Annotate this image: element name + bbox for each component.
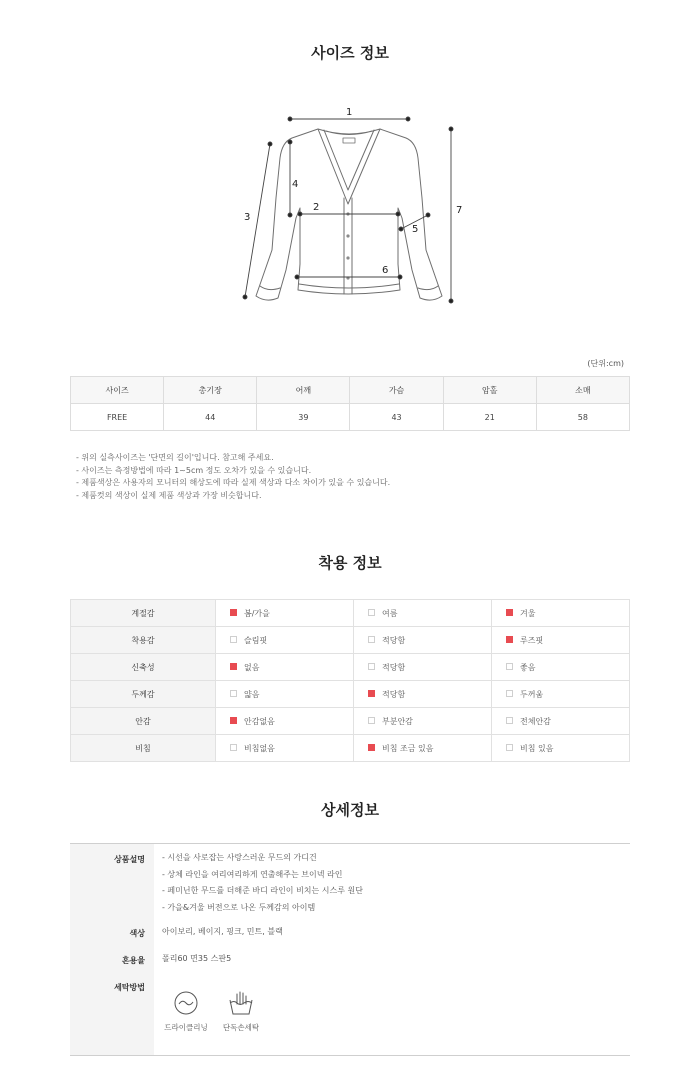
wash-item-dry-clean (156, 990, 216, 1033)
fit-table (70, 599, 630, 762)
fit-option (216, 735, 354, 762)
back-collar (318, 129, 380, 135)
fit-option-label: 비침 있음 (520, 743, 554, 753)
fit-option (492, 681, 630, 708)
v-neck-placket (318, 129, 380, 204)
fit-row-label: 신축성 (71, 654, 216, 681)
description-line: - 페미닌한 무드를 더해준 바디 라인이 비치는 시스루 원단 (162, 886, 363, 895)
checkbox-icon (368, 609, 375, 616)
size-cell: 58 (536, 404, 629, 431)
fit-option-label: 비침없음 (244, 743, 275, 753)
neck-label (343, 138, 355, 143)
size-cell: 44 (164, 404, 257, 431)
color-label: 색상 (129, 929, 145, 938)
size-cell: 21 (443, 404, 536, 431)
fit-row-label: 두께감 (71, 681, 216, 708)
fit-row-season (71, 600, 630, 627)
fit-option (216, 681, 354, 708)
fit-option-label: 적당함 (382, 662, 406, 672)
wash-item-label: 단독손세탁 (222, 1023, 260, 1032)
checkbox-icon (230, 690, 237, 697)
detail-header-column (70, 844, 154, 1055)
checkbox-icon (230, 744, 237, 751)
checkbox-icon (506, 636, 513, 643)
fit-row-stretch (71, 654, 630, 681)
material-value: 폴리60 면35 스판5 (162, 954, 232, 963)
fit-option (354, 681, 492, 708)
size-header-cell: 소매 (536, 377, 629, 404)
description-label: 상품설명 (114, 855, 145, 864)
size-cell: 43 (350, 404, 443, 431)
fit-option (492, 654, 630, 681)
material-label: 혼용율 (121, 956, 145, 965)
size-header-cell: 어깨 (257, 377, 350, 404)
fit-option-label: 안감없음 (244, 716, 275, 726)
measure-label-7: 7 (456, 205, 463, 216)
checkbox-icon (230, 636, 237, 643)
checkbox-icon (506, 663, 513, 670)
size-cell: 39 (257, 404, 350, 431)
detail-table (70, 843, 630, 1056)
front-placket (344, 198, 352, 294)
size-cell: FREE (71, 404, 164, 431)
wash-item-label: 드라이클리닝 (164, 1023, 208, 1032)
size-header-cell: 암홀 (443, 377, 536, 404)
size-header-cell: 사이즈 (71, 377, 164, 404)
fit-option (492, 735, 630, 762)
fit-option-label: 적당함 (382, 689, 406, 699)
size-table-row (71, 404, 630, 431)
dry-cleaning-icon (173, 990, 199, 1016)
fit-option-label: 좋음 (520, 662, 536, 672)
fit-option-label: 적당함 (382, 635, 406, 645)
fit-row-thickness (71, 681, 630, 708)
measure-7-length (449, 127, 453, 303)
fit-option-label: 봄/가을 (244, 608, 270, 618)
size-header-cell: 총기장 (164, 377, 257, 404)
description-lines (162, 850, 363, 916)
hem-rib (299, 284, 399, 288)
fit-row-label: 비침 (71, 735, 216, 762)
measure-label-4: 4 (292, 179, 299, 190)
size-note: - 사이즈는 측정방법에 따라 1~5cm 정도 오차가 있을 수 있습니다. (76, 465, 312, 475)
checkbox-icon (506, 690, 513, 697)
fit-option-label: 전체안감 (520, 716, 551, 726)
fit-option (354, 654, 492, 681)
measure-label-1: 1 (346, 107, 353, 118)
fit-option-label: 루즈핏 (520, 635, 544, 645)
size-table-header-row (71, 377, 630, 404)
checkbox-icon (506, 744, 513, 751)
unit-note: (단위:cm) (587, 359, 624, 368)
description-line: - 시선을 사로잡는 사랑스러운 무드의 가디건 (162, 853, 317, 862)
fit-option (492, 708, 630, 735)
size-note: - 제품컷의 색상이 실제 제품 색상과 가장 비슷합니다. (76, 490, 262, 500)
fit-option (216, 654, 354, 681)
wash-item-hand-wash (211, 990, 271, 1033)
fit-option (492, 600, 630, 627)
fit-row-fit (71, 627, 630, 654)
checkbox-icon (230, 663, 237, 670)
description-line: - 가을&겨울 버전으로 나온 두께감의 아이템 (162, 902, 316, 912)
size-header-cell: 가슴 (350, 377, 443, 404)
size-note: - 제품색상은 사용자의 모니터의 해상도에 따라 실제 색상과 다소 차이가 있을 수 있습니다. (76, 478, 391, 487)
fit-row-lining (71, 708, 630, 735)
fit-option-label: 두꺼움 (520, 689, 544, 699)
fit-option-label: 겨울 (520, 608, 536, 618)
checkbox-icon (230, 609, 237, 616)
fit-option-label: 부분안감 (382, 716, 413, 726)
fit-row-label: 안감 (71, 708, 216, 735)
fit-row-sheerness (71, 735, 630, 762)
fit-option (216, 627, 354, 654)
size-table (70, 376, 630, 431)
checkbox-icon (368, 663, 375, 670)
fit-option (354, 708, 492, 735)
fit-row-label: 계절감 (71, 600, 216, 627)
description-line: - 상체 라인을 여리여리하게 연출해주는 브이넥 라인 (162, 869, 343, 879)
measure-label-3: 3 (244, 212, 251, 223)
fit-info-title: 착용 정보 (318, 554, 382, 572)
fit-row-label: 착용감 (71, 627, 216, 654)
fit-option (492, 627, 630, 654)
detail-info-title: 상세정보 (321, 801, 379, 819)
measure-label-5: 5 (412, 224, 419, 235)
fit-option-label: 비침 조금 있음 (382, 743, 434, 753)
fit-option (354, 735, 492, 762)
color-value: 아이보리, 베이지, 핑크, 민트, 블랙 (162, 927, 283, 936)
fit-option-label: 여름 (382, 608, 398, 618)
checkbox-icon (230, 717, 237, 724)
hand-wash-icon (227, 990, 255, 1016)
checkbox-icon (368, 636, 375, 643)
buttons (346, 212, 349, 279)
fit-option-label: 얇음 (244, 689, 260, 699)
cardigan-measurement-diagram (230, 98, 470, 313)
size-notes (76, 452, 390, 502)
checkbox-icon (368, 717, 375, 724)
fit-option (216, 600, 354, 627)
size-info-title: 사이즈 정보 (311, 44, 389, 62)
fit-option-label: 없음 (244, 662, 260, 672)
fit-option (216, 708, 354, 735)
fit-option (354, 627, 492, 654)
wash-label: 세탁방법 (114, 983, 145, 992)
fit-option-label: 슬림핏 (244, 635, 268, 645)
measure-label-2: 2 (313, 202, 320, 213)
checkbox-icon (368, 744, 375, 751)
checkbox-icon (368, 690, 375, 697)
measure-label-6: 6 (382, 265, 389, 276)
checkbox-icon (506, 717, 513, 724)
fit-option (354, 600, 492, 627)
checkbox-icon (506, 609, 513, 616)
size-note: - 위의 실측사이즈는 '단면의 길이'입니다. 참고해 주세요. (76, 453, 274, 462)
